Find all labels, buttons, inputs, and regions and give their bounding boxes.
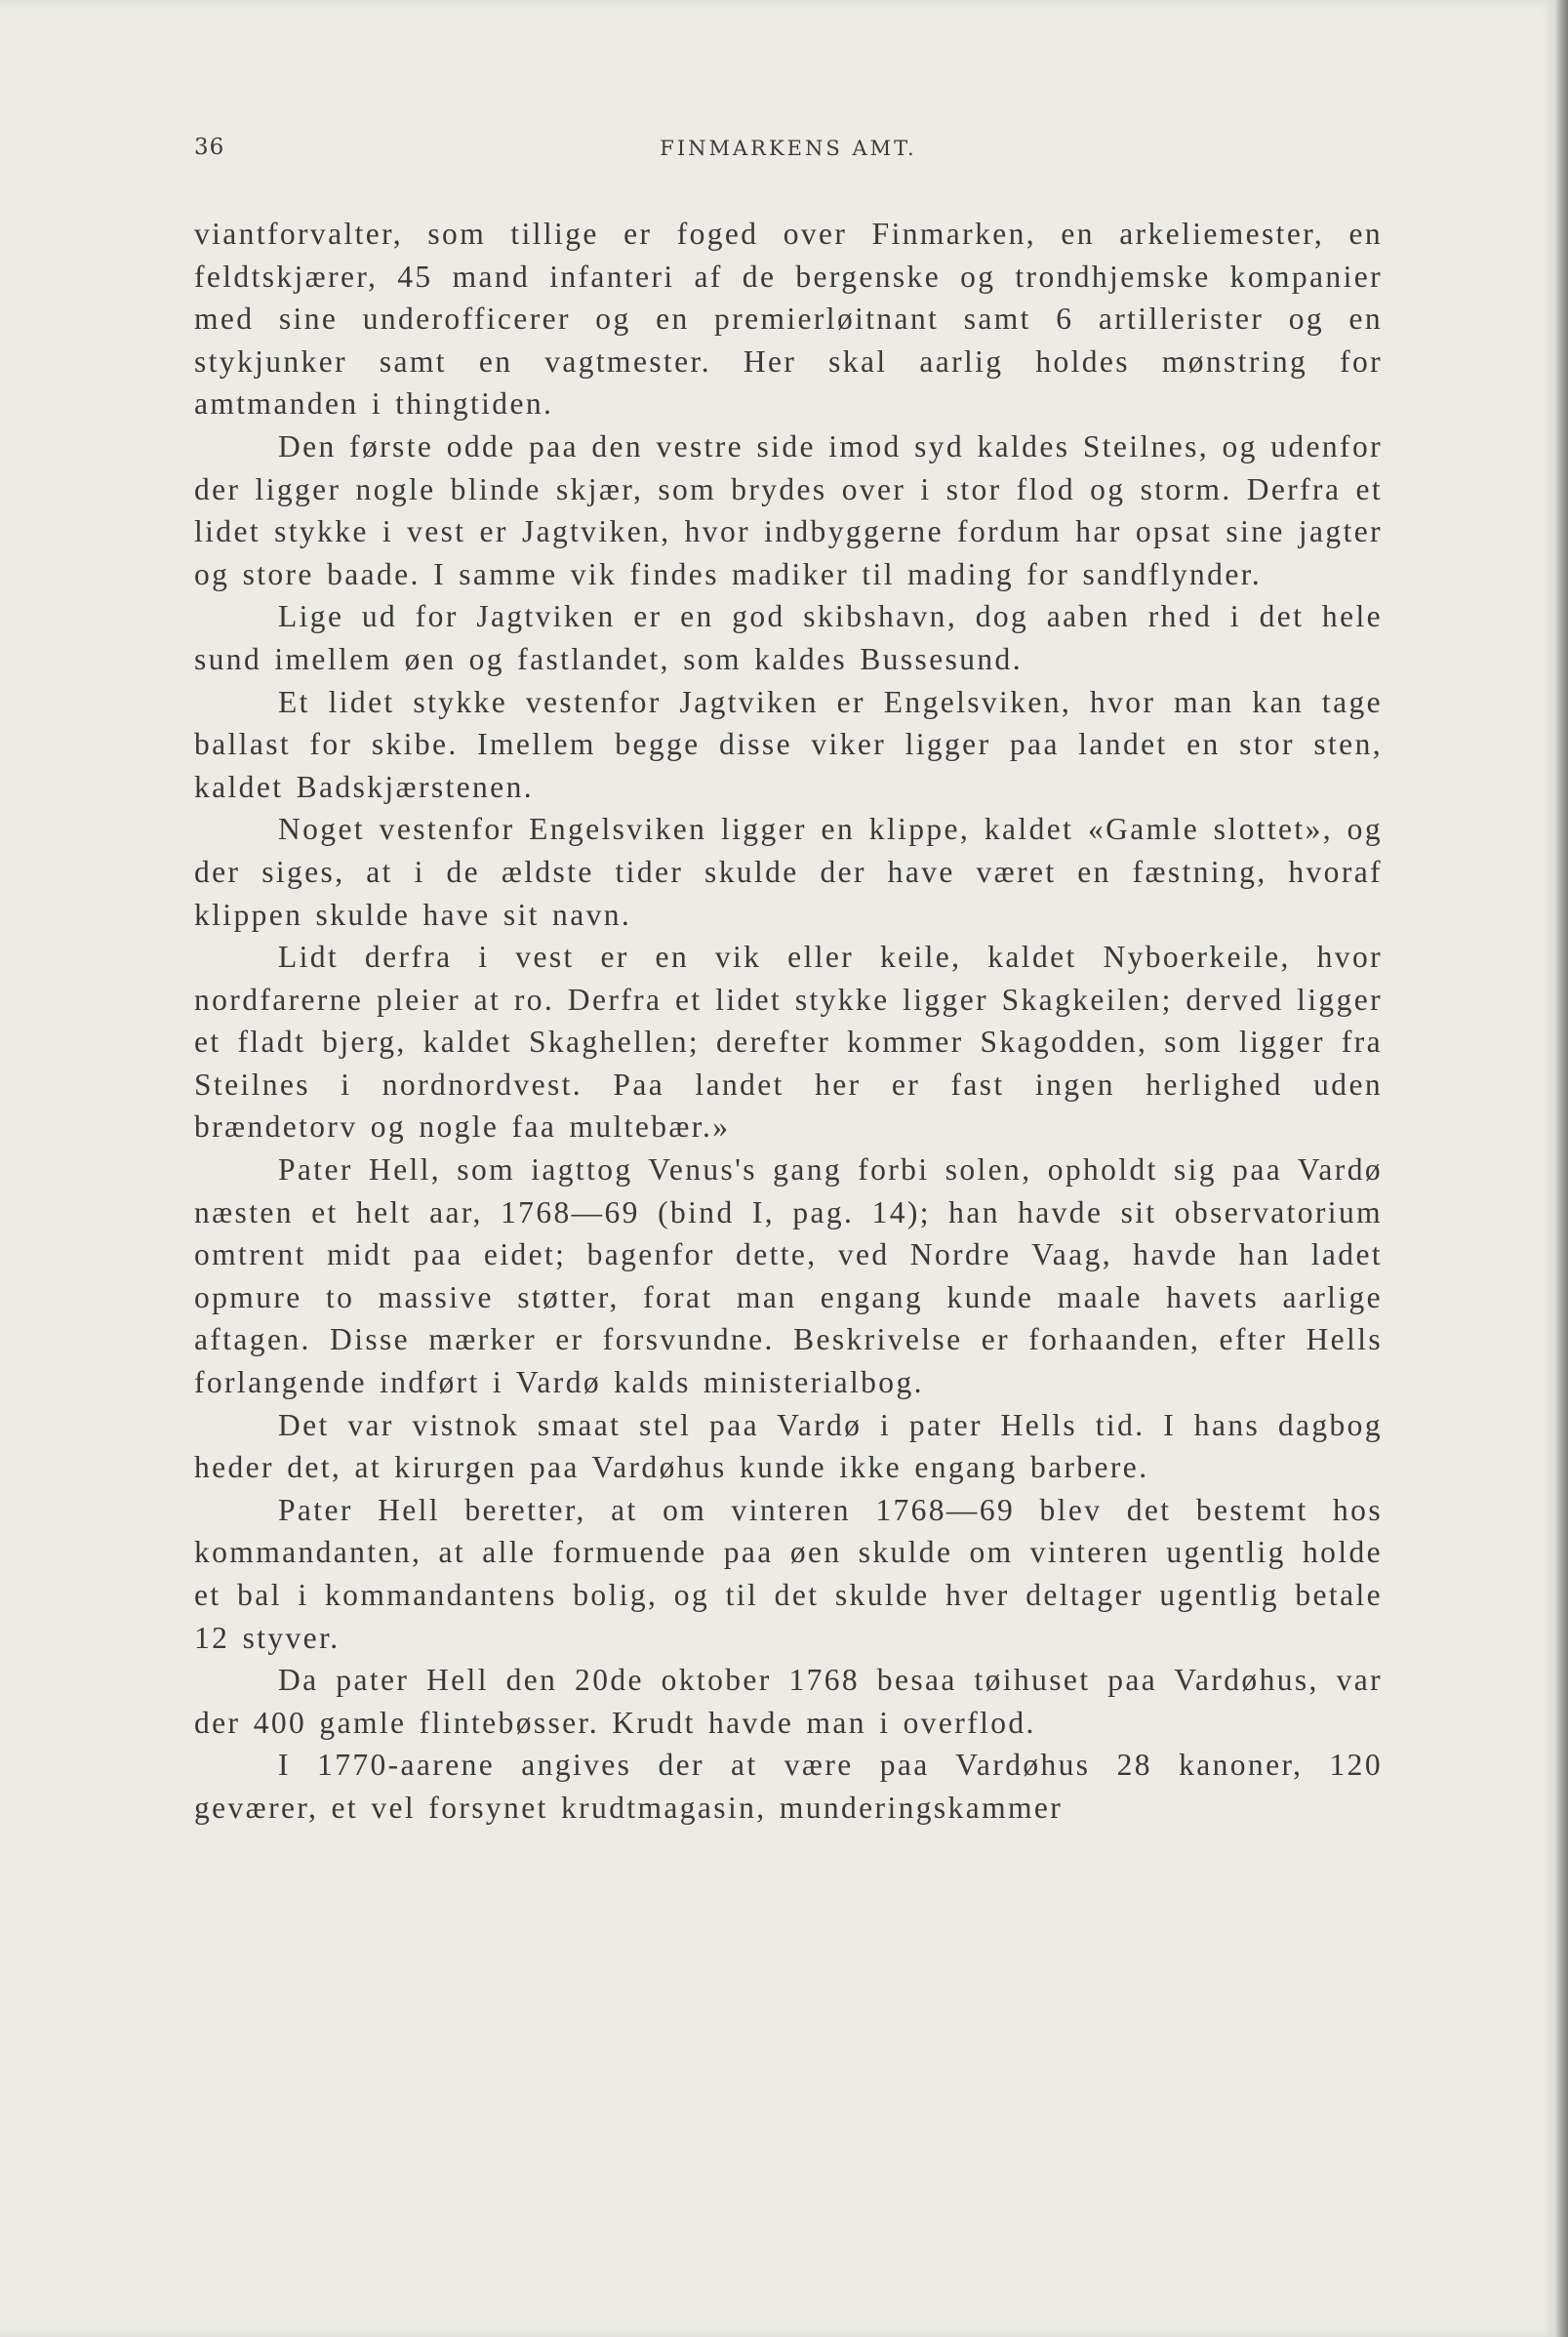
paragraph: Et lidet stykke vestenfor Jagtviken er Engelsviken, hvor man kan tage ballast for skibe. Imellem begge disse viker ligger paa landet en stor sten, kaldet Badskjærstenen. <box>194 684 1383 804</box>
paragraph: Noget vestenfor Engelsviken ligger en klippe, kaldet «Gamle slottet», og der siges, at i de ældste tider skulde der have været en fæstning, hvoraf klippen skulde have sit navn. <box>194 812 1383 932</box>
page-number: 36 <box>194 135 225 160</box>
paragraph: Lige ud for Jagtviken er en god skibshavn, dog aaben rhed i det hele sund imellem øen og fastlandet, som kaldes Bussesund. <box>194 599 1383 676</box>
paragraph: I 1770-aarene angives der at være paa Vardøhus 28 kanoner, 120 geværer, et vel forsynet krudtmagasin, munderingskammer <box>194 1748 1383 1825</box>
paragraph: Det var vistnok smaat stel paa Vardø i pater Hells tid. I hans dagbog heder det, at kirurgen paa Vardøhus kunde ikke engang barbere. <box>194 1407 1383 1485</box>
running-head <box>194 135 1383 170</box>
paragraph: Pater Hell, som iagttog Venus's gang forbi solen, opholdt sig paa Vardø næsten et helt aar, 1768—69 (bind I, pag. 14); han havde sit observatorium omtrent midt paa eidet; bagenfor dette, ved Nordre Vaag, havde han ladet opmure to massive støtter, forat man engang kunde maale havets aarlige aftagen. Disse mærker er forsvundne. Beskrivelse er forhaanden, efter Hells forlangende indført i Vardø kalds ministerialbog. <box>194 1152 1383 1400</box>
paragraph: Den første odde paa den vestre side imod syd kaldes Steilnes, og udenfor der ligger nogle blinde skjær, som brydes over i stor flod og storm. Derfra et lidet stykke i vest er Jagtviken, hvor indbyggerne fordum har opsat sine jagter og store baade. I samme vik findes madiker til mading for sandflynder. <box>194 428 1383 591</box>
body-text <box>194 213 1383 1830</box>
running-head-title: FINMARKENS AMT. <box>660 137 917 160</box>
paragraph: Pater Hell beretter, at om vinteren 1768—69 blev det bestemt hos kommandanten, at alle formuende paa øen skulde om vinteren ugentlig holde et bal i kommandantens bolig, og til det skulde hver deltager ugentlig betale 12 styver. <box>194 1492 1383 1655</box>
paragraph: viantforvalter, som tillige er foged over Finmarken, en arkeliemester, en feldtskjærer, 45 mand infanteri af de bergenske og trondhjemske kompanier med sine underofficerer og en premierløitnant samt 6 artillerister og en stykjunker samt en vagtmester. Her skal aarlig holdes mønstring for amtmanden i thingtiden. <box>194 217 1383 422</box>
paragraph: Lidt derfra i vest er en vik eller keile, kaldet Nyboerkeile, hvor nordfarerne pleier at ro. Derfra et lidet stykke ligger Skagkeilen; derved ligger et fladt bjerg, kaldet Skaghellen; derefter kommer Skagodden, som ligger fra Steilnes i nordnordvest. Paa landet her er fast ingen herlighed uden brændetorv og nogle faa multebær.» <box>194 940 1383 1145</box>
paragraph: Da pater Hell den 20de oktober 1768 besaa tøihuset paa Vardøhus, var der 400 gamle flintebøsser. Krudt havde man i overflod. <box>194 1663 1383 1740</box>
page-edge-shadow <box>1555 0 1568 2337</box>
